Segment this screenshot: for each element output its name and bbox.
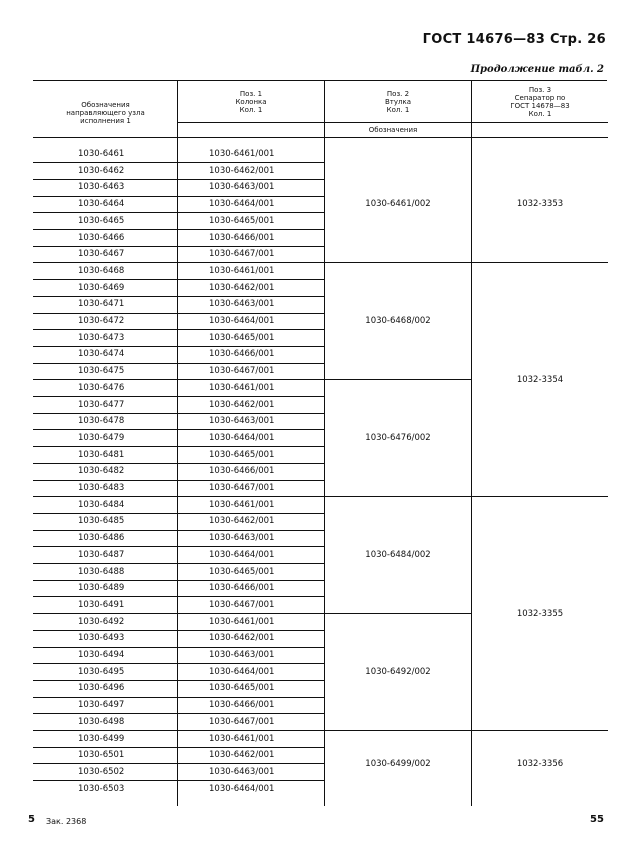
column-pos1-cell: 1030-6464/001 [209,549,275,560]
column-pos1-cell: 1030-6461/001 [209,499,275,510]
column-pos1-cell: 1030-6462/001 [209,165,275,176]
assembly-designation-cell: 1030-6484 [78,499,125,510]
row-rule [33,630,177,631]
bushing-group-cell: 1030-6468/002 [365,316,431,327]
row-rule [33,613,177,614]
row-rule [178,313,324,314]
column-pos1-cell: 1030-6464/001 [209,199,275,210]
row-rule [33,763,177,764]
row-rule [33,279,177,280]
row-rule [178,747,324,748]
row-rule [33,730,177,731]
assembly-designation-cell: 1030-6479 [78,432,125,443]
assembly-designation-cell: 1030-6486 [78,533,125,544]
row-rule [33,580,177,581]
row-rule [178,413,324,414]
bushing-group-rule [325,262,471,263]
assembly-designation-cell: 1030-6491 [78,599,125,610]
bushing-group-cell: 1030-6492/002 [365,667,431,678]
row-rule [33,496,177,497]
column-header-bushing-pos2: Поз. 2 Втулка Кол. 1 [384,90,411,114]
gost-page-header: ГОСТ 14676—83 Стр. 26 [422,32,606,47]
assembly-designation-cell: 1030-6477 [78,399,125,410]
row-rule [33,530,177,531]
assembly-designation-cell: 1030-6498 [78,716,125,727]
column-pos1-cell: 1030-6465/001 [209,683,275,694]
assembly-designation-cell: 1030-6469 [78,282,125,293]
separator-group-rule [472,262,608,263]
assembly-designation-cell: 1030-6489 [78,583,125,594]
row-rule [178,279,324,280]
column-pos1-cell: 1030-6466/001 [209,232,275,243]
separator-group-cell: 1032-3355 [516,608,564,619]
row-rule [178,363,324,364]
row-rule [178,229,324,230]
assembly-designation-cell: 1030-6494 [78,650,125,660]
row-rule [33,463,177,464]
designations-subheader: Обозначения [368,126,418,134]
footer-order-number: Зак. 2368 [46,817,87,826]
column-pos1-cell: 1030-6467/001 [209,366,275,377]
row-rule [33,513,177,514]
assembly-designation-cell: 1030-6495 [78,666,125,677]
column-pos1-cell: 1030-6461/001 [209,149,275,159]
bushing-group-rule [325,613,471,614]
column-pos1-cell: 1030-6462/001 [209,282,275,293]
row-rule [178,379,324,380]
assembly-designation-cell: 1030-6483 [78,483,125,493]
row-rule [178,246,324,247]
separator-group-rule [472,730,608,731]
row-rule [33,413,177,414]
column-pos1-cell: 1030-6463/001 [209,766,275,777]
row-rule [178,329,324,330]
separator-group-cell: 1032-3356 [516,758,564,769]
column-pos1-cell: 1030-6462/001 [209,750,275,761]
bushing-group-rule [325,730,471,731]
column-pos1-cell: 1030-6465/001 [209,566,275,577]
row-rule [178,763,324,764]
row-rule [33,379,177,380]
column-pos1-cell: 1030-6467/001 [209,716,275,727]
assembly-designation-cell: 1030-6468 [78,265,125,276]
row-rule [178,563,324,564]
row-rule [178,162,324,163]
column-header-column-pos1: Поз. 1 Колонка Кол. 1 [235,90,267,114]
bushing-group-rule [325,496,471,497]
row-rule [178,530,324,531]
header-bottom-rule [33,137,608,138]
row-rule [178,262,324,263]
row-rule [33,713,177,714]
row-rule [178,630,324,631]
column-pos1-cell: 1030-6463/001 [209,299,275,310]
row-rule [33,246,177,247]
column-pos1-cell: 1030-6462/001 [209,516,275,527]
assembly-designation-cell: 1030-6473 [78,332,125,343]
column-divider-3 [471,81,472,806]
assembly-designation-cell: 1030-6478 [78,416,125,427]
column-pos1-cell: 1030-6463/001 [209,416,275,427]
assembly-designation-cell: 1030-6461 [78,149,125,159]
column-pos1-cell: 1030-6467/001 [209,599,275,610]
column-pos1-cell: 1030-6462/001 [209,633,275,644]
row-rule [33,680,177,681]
assembly-designation-cell: 1030-6466 [78,232,125,243]
separator-group-rule [472,496,608,497]
column-pos1-cell: 1030-6464/001 [209,666,275,677]
row-rule [33,196,177,197]
footer-page-number: 55 [590,814,604,825]
row-rule [33,329,177,330]
row-rule [178,780,324,781]
column-pos1-cell: 1030-6465/001 [209,332,275,343]
table-top-rule [33,80,607,81]
assembly-designation-cell: 1030-6502 [78,766,125,777]
column-pos1-cell: 1030-6466/001 [209,583,275,594]
row-rule [178,663,324,664]
row-rule [178,296,324,297]
row-rule [33,212,177,213]
assembly-designation-cell: 1030-6492 [78,616,125,627]
column-pos1-cell: 1030-6461/001 [209,382,275,393]
row-rule [178,179,324,180]
subheader-rule-top [178,122,608,123]
row-rule [178,546,324,547]
assembly-designation-cell: 1030-6481 [78,449,125,460]
row-rule [33,780,177,781]
separator-group-cell: 1032-3353 [516,199,564,210]
assembly-designation-cell: 1030-6493 [78,633,125,644]
assembly-designation-cell: 1030-6476 [78,382,125,393]
row-rule [178,446,324,447]
column-pos1-cell: 1030-6461/001 [209,733,275,744]
row-rule [33,596,177,597]
row-rule [178,580,324,581]
column-pos1-cell: 1030-6466/001 [209,466,275,477]
column-pos1-cell: 1030-6467/001 [209,249,275,260]
bushing-group-cell: 1030-6499/002 [365,758,431,769]
column-pos1-cell: 1030-6463/001 [209,533,275,544]
assembly-designation-cell: 1030-6463 [78,182,125,193]
bushing-group-cell: 1030-6476/002 [365,433,431,444]
row-rule [33,429,177,430]
assembly-designation-cell: 1030-6471 [78,299,125,310]
row-rule [33,480,177,481]
row-rule [178,346,324,347]
assembly-designation-cell: 1030-6482 [78,466,125,477]
row-rule [178,429,324,430]
row-rule [33,647,177,648]
table-continuation-label: Продолжение табл. 2 [470,64,604,75]
bushing-group-cell: 1030-6461/002 [365,199,431,210]
column-pos1-cell: 1030-6462/001 [209,399,275,410]
assembly-designation-cell: 1030-6464 [78,199,125,210]
assembly-designation-cell: 1030-6499 [78,733,125,744]
separator-group-cell: 1032-3354 [516,374,564,385]
row-rule [33,663,177,664]
column-pos1-cell: 1030-6465/001 [209,215,275,226]
column-pos1-cell: 1030-6465/001 [209,449,275,460]
assembly-designation-cell: 1030-6503 [78,783,125,794]
row-rule [178,647,324,648]
row-rule [33,162,177,163]
footer-left-number: 5 [28,814,35,825]
assembly-designation-cell: 1030-6485 [78,516,125,527]
assembly-designation-cell: 1030-6496 [78,683,125,694]
row-rule [33,363,177,364]
column-pos1-cell: 1030-6464/001 [209,432,275,443]
row-rule [178,730,324,731]
row-rule [33,697,177,698]
assembly-designation-cell: 1030-6501 [78,750,125,761]
row-rule [33,313,177,314]
row-rule [178,680,324,681]
row-rule [178,396,324,397]
row-rule [178,463,324,464]
row-rule [178,196,324,197]
row-rule [178,613,324,614]
row-rule [33,229,177,230]
bushing-group-rule [325,379,471,380]
column-header-separator-pos3: Поз. 3 Сепаратор по ГОСТ 14678—83 Кол. 1 [510,86,570,118]
column-divider-2 [324,81,325,806]
assembly-designation-cell: 1030-6474 [78,349,125,360]
row-rule [178,713,324,714]
assembly-designation-cell: 1030-6465 [78,215,125,226]
assembly-designation-cell: 1030-6488 [78,566,125,577]
column-pos1-cell: 1030-6466/001 [209,700,275,711]
row-rule [33,747,177,748]
row-rule [33,546,177,547]
column-header-assembly: Обозначения направляющего узла исполнения 1 [66,101,145,125]
assembly-designation-cell: 1030-6497 [78,700,125,711]
column-pos1-cell: 1030-6464/001 [209,316,275,326]
row-rule [33,179,177,180]
row-rule [33,296,177,297]
column-pos1-cell: 1030-6466/001 [209,349,275,360]
row-rule [33,396,177,397]
row-rule [178,697,324,698]
row-rule [178,496,324,497]
row-rule [33,446,177,447]
column-pos1-cell: 1030-6464/001 [209,783,275,794]
row-rule [178,513,324,514]
assembly-designation-cell: 1030-6467 [78,249,125,260]
row-rule [178,212,324,213]
assembly-designation-cell: 1030-6462 [78,165,125,176]
column-pos1-cell: 1030-6467/001 [209,483,275,493]
row-rule [178,480,324,481]
assembly-designation-cell: 1030-6475 [78,366,125,377]
row-rule [33,262,177,263]
assembly-designation-cell: 1030-6487 [78,549,125,560]
column-pos1-cell: 1030-6461/001 [209,616,275,627]
row-rule [178,596,324,597]
assembly-designation-cell: 1030-6472 [78,316,125,326]
bushing-group-cell: 1030-6484/002 [365,550,431,561]
column-pos1-cell: 1030-6461/001 [209,265,275,276]
column-pos1-cell: 1030-6463/001 [209,182,275,193]
row-rule [33,346,177,347]
column-pos1-cell: 1030-6463/001 [209,650,275,660]
row-rule [33,563,177,564]
